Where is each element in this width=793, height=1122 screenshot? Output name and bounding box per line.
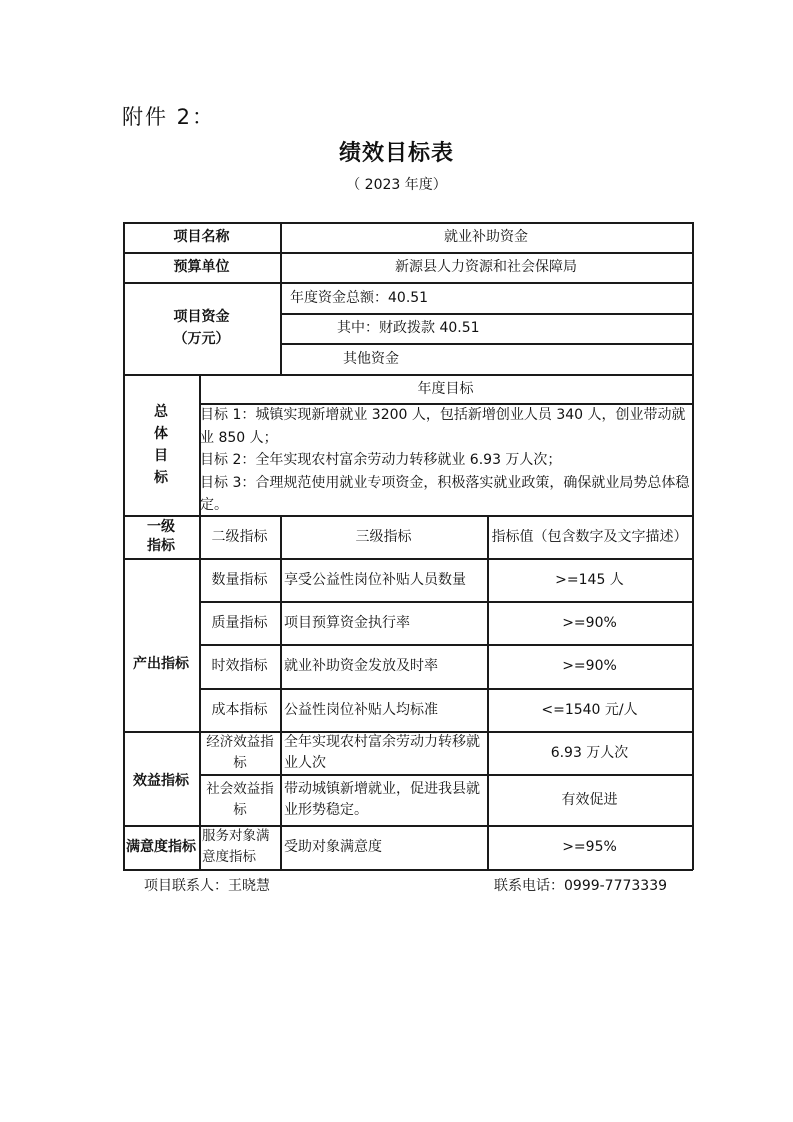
value-header: 指标值（包含数字及文字描述） [491,528,688,545]
level2-header: 二级指标 [211,528,268,545]
annual-goal-header: 年度目标 [417,380,474,397]
row-level3: 享受公益性岗位补贴人员数量 [284,571,466,588]
budget-unit-label: 预算单位 [173,259,230,275]
row-value: >=95% [562,839,617,855]
row-value: 有效促进 [561,791,618,808]
funds-other: 其他资金 [343,350,399,367]
contact-phone: 联系电话：0999-7773339 [494,878,668,894]
level1-header-a: 一级 [147,518,175,535]
goal-item: 目标 1：城镇实现新增就业 3200 人，包括新增创业人员 340 人，创业带动就业 850 人； [200,407,686,446]
project-name-label: 项目名称 [173,229,230,245]
row-level3: 受助对象满意度 [284,839,382,855]
row-level3: 项目预算资金执行率 [284,614,410,631]
overall-goal-label [123,374,199,515]
row-level2: 服务对象满意度指标 [202,828,270,865]
row-level2: 经济效益指标 [206,733,274,771]
goal-label-char-4: 标 [154,469,168,486]
goals-list [200,404,692,517]
project-name-value: 就业补助资金 [444,229,528,245]
goal-label-char-1: 总 [154,403,168,420]
row-level2: 数量指标 [211,571,268,588]
funds-label-text: 项目资金 [173,309,230,325]
row-level2: 时效指标 [211,658,268,674]
row-value: >=145 人 [555,571,624,588]
row-value: >=90% [562,658,617,674]
row-value: <=1540 元/人 [541,701,638,718]
goal-label-char-2: 体 [154,425,168,442]
project-funds-label [123,282,280,374]
row-level3: 全年实现农村富余劳动力转移就业人次 [284,733,480,771]
attachment-label: 附件 2： [122,105,216,129]
year-label: （ 2023 年度） [346,177,447,193]
goal-item: 目标 3：合理规范使用就业专项资金，积极落实就业政策，确保就业局势总体稳定。 [200,474,690,513]
row-value: >=90% [562,614,617,631]
row-level3: 公益性岗位补贴人均标准 [284,701,438,718]
row-level3: 就业补助资金发放及时率 [284,658,438,674]
row-level2: 成本指标 [211,701,268,718]
row-value: 6.93 万人次 [550,744,629,761]
goal-label-char-3: 目 [154,447,168,464]
row-level2: 社会效益指标 [206,780,274,818]
level3-header: 三级指标 [355,528,412,545]
row-level2: 质量指标 [211,614,268,631]
level1-header [123,515,199,558]
row-level3: 带动城镇新增就业，促进我县就业形势稳定。 [284,780,480,818]
budget-unit-value: 新源县人力资源和社会保障局 [395,259,577,275]
funds-fiscal: 其中：财政拨款 40.51 [337,320,480,336]
benefit-indicator-label: 效益指标 [133,773,189,789]
level1-header-b: 指标 [147,537,175,554]
goal-item: 目标 2：全年实现农村富余劳动力转移就业 6.93 万人次； [200,452,562,468]
output-indicator-label: 产出指标 [133,655,189,672]
satisfaction-indicator-label: 满意度指标 [126,839,196,855]
contact-person: 项目联系人：王晓慧 [144,878,270,894]
funds-total: 年度资金总额：40.51 [290,289,429,306]
funds-unit-text: （万元） [173,331,230,347]
page-title: 绩效目标表 [338,141,454,166]
